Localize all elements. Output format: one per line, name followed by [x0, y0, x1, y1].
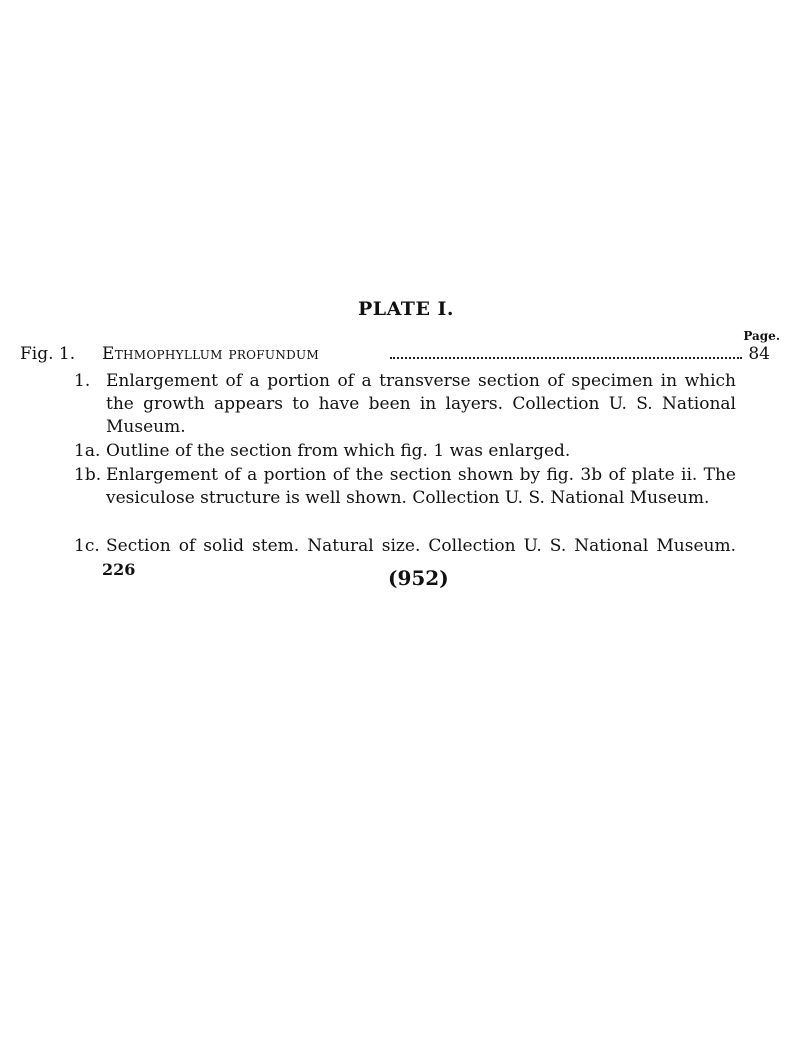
- dot-leader: [390, 357, 742, 359]
- entry-number: 1.: [74, 371, 91, 391]
- entry-text: Section of solid stem. Natural size. Collection U. S. National Museum.: [106, 536, 736, 556]
- page-folio: 226: [102, 560, 136, 579]
- entry-number: 1b.: [74, 465, 102, 485]
- figure-page-number: 84: [748, 344, 770, 364]
- entry-number: 1a.: [74, 441, 101, 461]
- page-column-label: Page.: [743, 329, 780, 343]
- figure-heading-row: [20, 341, 770, 367]
- entry-text: Enlargement of a portion of the section shown by fig. 3b of plate ii. The vesiculose structure is well shown. Collection U. S. National Museum.: [106, 465, 736, 508]
- entry-text: Outline of the section from which fig. 1 was enlarged.: [106, 441, 571, 461]
- entry-number: 1c.: [74, 536, 100, 556]
- figure-entry-1c: [74, 535, 736, 558]
- entry-text: Enlargement of a portion of a transverse section of specimen in which the growth appears to have been in layers. Collection U. S. National Museum.: [106, 371, 736, 437]
- bracketed-page-number: (952): [388, 566, 449, 590]
- species-name: Ethmophyllum profundum: [102, 344, 320, 364]
- figure-entry-1b: [74, 464, 736, 510]
- figure-prefix: Fig. 1.: [20, 344, 76, 364]
- plate-title: PLATE I.: [357, 298, 455, 320]
- figure-entry-1: [74, 370, 736, 439]
- figure-entry-1a: [74, 440, 736, 463]
